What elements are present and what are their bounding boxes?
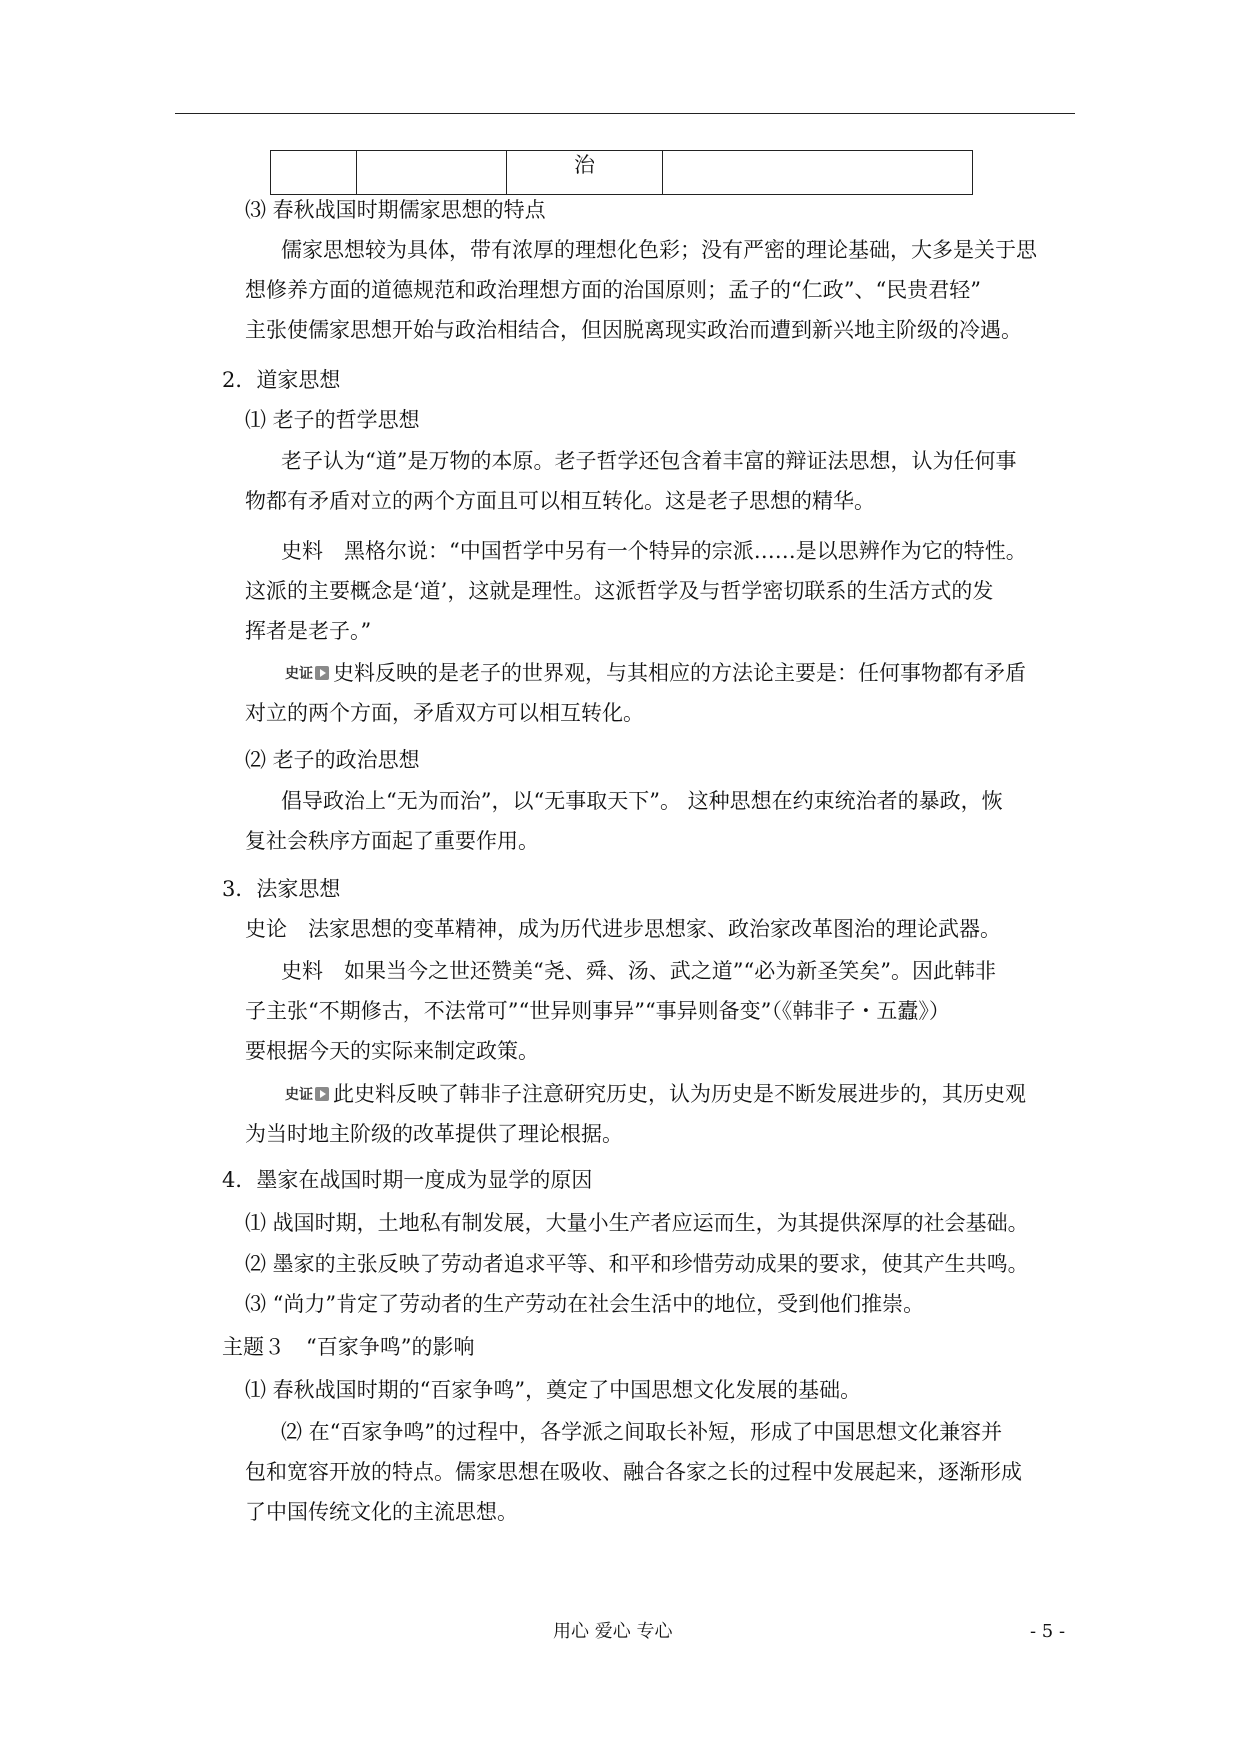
paragraph-line: 复社会秩序方面起了重要作用。 — [245, 829, 539, 853]
list-item: ⑶ “尚力”肯定了劳动者的生产劳动在社会生活中的地位，受到他们推崇。 — [245, 1292, 925, 1316]
list-item: ⑴ 战国时期，土地私有制发展，大量小生产者应运而生，为其提供深厚的社会基础。 — [245, 1211, 1029, 1235]
paragraph-line: 子主张“不期修古，不法常可”“世异则事异”“事异则备变”（《韩非子・五蠹》） — [245, 999, 950, 1023]
evidence-text: 此史料反映了韩非子注意研究历史，认为历史是不断发展进步的，其历史观 — [333, 1082, 1026, 1106]
list-item: ⑵ 在“百家争鸣”的过程中，各学派之间取长补短，形成了中国思想文化兼容并 — [281, 1420, 1003, 1444]
section-heading: 3．法家思想 — [222, 877, 341, 901]
paragraph-line: 史论 法家思想的变革精神，成为历代进步思想家、政治家改革图治的理论武器。 — [245, 917, 1001, 941]
header-rule — [175, 113, 1075, 114]
evidence-text: 史料反映的是老子的世界观，与其相应的方法论主要是：任何事物都有矛盾 — [333, 661, 1026, 685]
arrow-icon — [315, 1087, 329, 1101]
subsection-heading: ⑶ 春秋战国时期儒家思想的特点 — [245, 198, 546, 222]
paragraph-line: 要根据今天的实际来制定政策。 — [245, 1039, 539, 1063]
paragraph-line: 老子认为“道”是万物的本原。老子哲学还包含着丰富的辩证法思想，认为任何事 — [281, 449, 1017, 473]
paragraph-line: 物都有矛盾对立的两个方面且可以相互转化。这是老子思想的精华。 — [245, 489, 875, 513]
table-row — [271, 151, 973, 195]
table-cell — [663, 151, 973, 195]
table-cell: 治 — [507, 151, 663, 195]
subsection-heading: ⑵ 老子的政治思想 — [245, 748, 420, 772]
evidence-line — [285, 1080, 1026, 1109]
paragraph-line: 挥者是老子。” — [245, 619, 372, 643]
paragraph-line: 想修养方面的道德规范和政治理想方面的治国原则；孟子的“仁政”、“民贵君轻” — [245, 278, 981, 302]
table-fragment — [270, 150, 973, 195]
arrow-icon — [315, 666, 329, 680]
footer-motto: 用心 爱心 专心 — [553, 1621, 673, 1642]
paragraph-line: 史料 如果当今之世还赞美“尧、舜、汤、武之道”“必为新圣笑矣”。因此韩非 — [281, 959, 996, 983]
evidence-badge: 史证 — [285, 1087, 313, 1103]
evidence-badge: 史证 — [285, 666, 313, 682]
section-heading: 4．墨家在战国时期一度成为显学的原因 — [222, 1168, 593, 1192]
paragraph-line: 对立的两个方面，矛盾双方可以相互转化。 — [245, 701, 644, 725]
paragraph-line: 了中国传统文化的主流思想。 — [245, 1500, 518, 1524]
paragraph-line: 主张使儒家思想开始与政治相结合，但因脱离现实政治而遭到新兴地主阶级的冷遇。 — [245, 318, 1022, 342]
paragraph-line: 为当时地主阶级的改革提供了理论根据。 — [245, 1122, 623, 1146]
subsection-heading: ⑴ 老子的哲学思想 — [245, 408, 420, 432]
paragraph-line: 倡导政治上“无为而治”，以“无事取天下”。 这种思想在约束统治者的暴政，恢 — [281, 789, 1003, 813]
table-cell — [357, 151, 507, 195]
page-number: - 5 - — [1030, 1621, 1066, 1642]
section-heading: 2．道家思想 — [222, 368, 341, 392]
paragraph-line: 史料 黑格尔说：“中国哲学中另有一个特异的宗派……是以思辨作为它的特性。 — [281, 539, 1027, 563]
paragraph-line: 这派的主要概念是‘道’，这就是理性。这派哲学及与哲学密切联系的生活方式的发 — [245, 579, 994, 603]
list-item: ⑵ 墨家的主张反映了劳动者追求平等、和平和珍惜劳动成果的要求，使其产生共鸣。 — [245, 1252, 1029, 1276]
topic-heading: 主题３ “百家争鸣”的影响 — [222, 1335, 475, 1359]
evidence-line — [285, 659, 1026, 688]
paragraph-line: 包和宽容开放的特点。儒家思想在吸收、融合各家之长的过程中发展起来，逐渐形成 — [245, 1460, 1022, 1484]
paragraph-line: 儒家思想较为具体，带有浓厚的理想化色彩；没有严密的理论基础，大多是关于思 — [281, 238, 1037, 262]
list-item: ⑴ 春秋战国时期的“百家争鸣”，奠定了中国思想文化发展的基础。 — [245, 1378, 862, 1402]
table-cell — [271, 151, 357, 195]
